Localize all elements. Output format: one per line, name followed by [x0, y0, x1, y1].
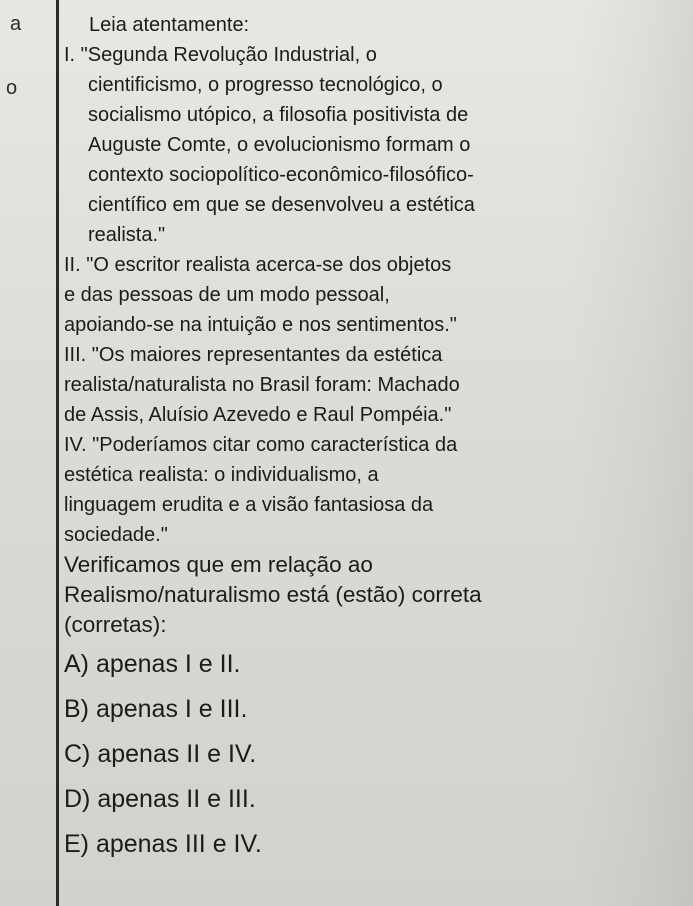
statement-line: II. "O escritor realista acerca-se dos objetos	[64, 254, 452, 276]
statement-line: realista/naturalista no Brasil foram: Machado	[64, 374, 460, 396]
question-content	[64, 10, 684, 867]
statement-line: apoiando-se na intuição e nos sentimentos."	[64, 314, 457, 336]
question-prompt	[64, 550, 684, 640]
question-line: Verificamos que em relação ao	[64, 552, 373, 577]
statement-line: linguagem erudita e a visão fantasiosa da	[64, 494, 434, 516]
statement-line: socialismo utópico, a filosofia positivista de	[88, 104, 469, 126]
statement-line: IV. "Poderíamos citar como característica da	[64, 434, 458, 456]
statement-line: III. "Os maiores representantes da estética	[64, 344, 443, 366]
margin-mark-a: a	[10, 13, 22, 35]
statement-line: estética realista: o individualismo, a	[64, 464, 379, 486]
statement-iii	[64, 340, 684, 430]
statement-iv	[64, 430, 684, 550]
margin-mark-o: o	[6, 77, 18, 99]
statement-line: realista."	[88, 224, 166, 246]
instruction-heading: Leia atentamente:	[89, 14, 250, 36]
question-line: Realismo/naturalismo está (estão) correta	[64, 582, 482, 607]
question-line: (corretas):	[64, 612, 167, 637]
statement-line: I. "Segunda Revolução Industrial, o	[64, 44, 377, 66]
option-d: D) apenas II e III.	[64, 785, 256, 813]
option-b: B) apenas I e III.	[64, 695, 248, 723]
statement-line: científico em que se desenvolveu a estética	[88, 194, 475, 216]
statement-ii	[64, 250, 684, 340]
option-c: C) apenas II e IV.	[64, 740, 257, 768]
statement-line: e das pessoas de um modo pessoal,	[64, 284, 390, 306]
statement-line: contexto sociopolítico-econômico-filosófico-	[88, 164, 474, 186]
statement-line: Auguste Comte, o evolucionismo formam o	[88, 134, 471, 156]
margin-rule-line	[56, 0, 59, 906]
option-a: A) apenas I e II.	[64, 650, 241, 678]
option-e: E) apenas III e IV.	[64, 830, 262, 858]
statement-line: cientificismo, o progresso tecnológico, o	[88, 74, 443, 96]
answer-options	[64, 642, 684, 867]
statement-line: sociedade."	[64, 524, 168, 546]
statement-i	[64, 40, 684, 250]
statement-line: de Assis, Aluísio Azevedo e Raul Pompéia."	[64, 404, 452, 426]
